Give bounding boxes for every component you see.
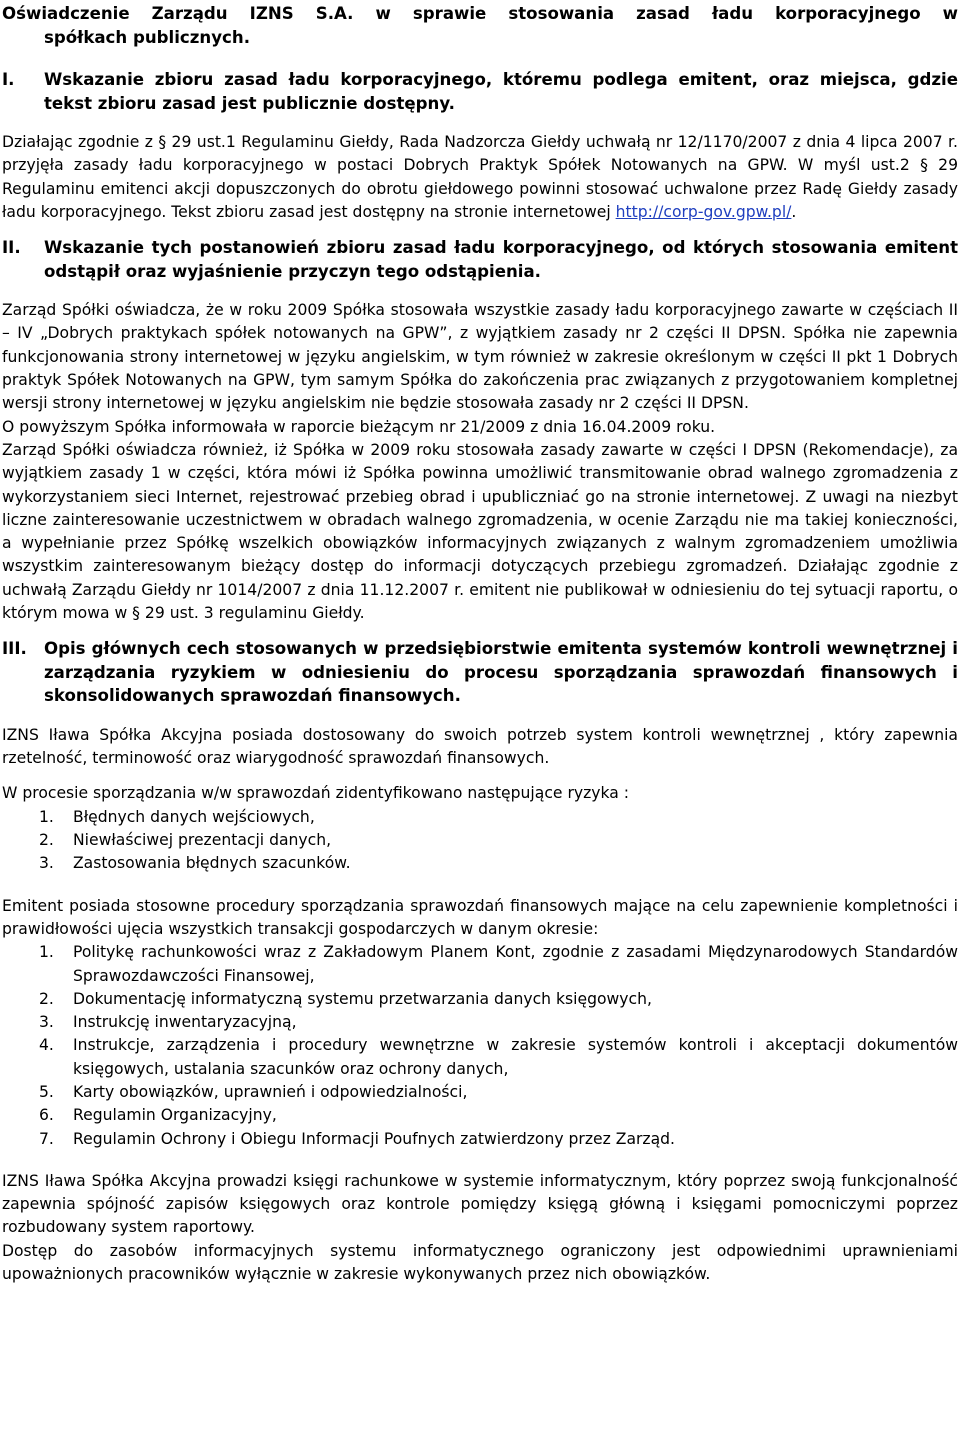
books-paragraph: IZNS Iława Spółka Akcyjna prowadzi księgi rachunkowe w systemie informatycznym, który poprzez swoją funkcjonalność zapewnia spójność zapisów księgowych oraz kontrole pomiędzy księgą główną i księgami pomocniczymi poprzez rozbudowany system raportowy.: [2, 1171, 958, 1237]
list-text: Regulamin Ochrony i Obiegu Informacji Poufnych zatwierdzony przez Zarząd.: [73, 1129, 676, 1148]
list-text: Regulamin Organizacyjny,: [73, 1106, 277, 1125]
list-item: [2, 1081, 958, 1104]
list-number: 1.: [39, 807, 54, 826]
list-number: 6.: [39, 1106, 54, 1125]
section-2-paragraph-1: Zarząd Spółki oświadcza, że w roku 2009 Spółka stosowała wszystkie zasady ładu korporacyjnego zawarte w częściach II – IV „Dobrych praktykach spółek notowanych na GPW”, z wyjątkiem zasady nr 2 części II DPSN. Spółka nie zapewnia funkcjonowania strony internetowej w języku angielskim, w tym również w zakresie określonym w części II pkt 1 Dobrych praktyk Spółek Notowanych na GPW, tym samym Spółka do zakończenia prac związanych z przygotowaniem kompletnej wersji strony internetowej w języku angielskim nie będzie stosowała zasady nr 2 części II DPSN.: [2, 301, 958, 413]
list-number: 5.: [39, 1083, 54, 1101]
list-number: 3.: [39, 854, 54, 873]
list-number: 3.: [39, 1013, 54, 1032]
section-2-paragraph-1-last: O powyższym Spółka informowała w raporcie bieżącym nr 21/2009 z dnia 16.04.2009 roku.: [2, 417, 716, 436]
list-number: 2.: [39, 989, 54, 1008]
section-2-paragraph-2: Zarząd Spółki oświadcza również, iż Spółka w 2009 roku stosowała zasady zawarte w części I DPSN (Rekomendacje), za wyjątkiem zasady 1 w części, która mówi iż Spółka powinna umożliwić transmitowanie obrad walnego zgromadzenia z wykorzystaniem sieci Internet, rejestrować przebieg obrad i upubliczniać go na stronie internetowej. Z uwagi na niezbyt liczne zainteresowanie uczestnictwem w obradach walnego zgromadzenia, w ocenie Zarządu nie ma takiej konieczności, a wypełnianie przez Spółkę wszelkich obowiązków informacyjnych związanych z walnym zgromadzeniem umożliwia wszystkim zainteresowanym bieżący dostęp do informacji dotyczących przebiegu zgromadzeń. Działając zgodnie z uchwałą Zarządu Giełdy nr 1014/2007 z dnia 11.12.2007 r. emitent nie publikował w odniesieniu do tej sytuacji raportu, o którym mowa w § 29 ust. 3 regulaminu Giełdy.: [2, 440, 958, 623]
section-2-heading: [2, 236, 958, 283]
document-title: [2, 2, 958, 49]
list-item: [2, 806, 958, 829]
list-text: Instrukcję inwentaryzacyjną,: [73, 1013, 297, 1032]
section-3-heading: [2, 637, 958, 708]
section-2-number: II.: [2, 238, 21, 258]
procedures-intro: Emitent posiada stosowne procedury sporządzania sprawozdań finansowych mające na celu zapewnienie kompletności i prawidłowości ujęcia wszystkich transakcji gospodarczych w danym okresie:: [2, 896, 958, 938]
list-item: [2, 941, 958, 988]
list-text: Błędnych danych wejściowych,: [73, 807, 315, 826]
section-1-heading-text: Wskazanie zbioru zasad ładu korporacyjnego, któremu podlega emitent, oraz miejsca, gdzie tekst zbioru zasad jest publicznie dostępny.: [44, 70, 958, 113]
list-item: [2, 1011, 958, 1034]
section-1-paragraph: [2, 131, 958, 224]
list-text: Niewłaściwej prezentacji danych,: [73, 831, 332, 850]
list-item: [2, 1128, 958, 1151]
section-3-paragraph-1: IZNS Iława Spółka Akcyjna posiada dostosowany do swoich potrzeb system kontroli wewnętrznej , który zapewnia rzetelność, terminowość oraz wiarygodność sprawozdań finansowych.: [2, 725, 958, 768]
section-2-heading-text: Wskazanie tych postanowień zbioru zasad ładu korporacyjnego, od których stosowania emitent odstąpił oraz wyjaśnienie przyczyn tego odstąpienia.: [44, 238, 958, 281]
list-item: [2, 829, 958, 852]
list-text: Dokumentację informatyczną systemu przetwarzania danych księgowych,: [73, 989, 652, 1008]
list-text: Zastosowania błędnych szacunków.: [73, 854, 351, 873]
list-number: 4.: [39, 1036, 54, 1055]
list-text: Instrukcje, zarządzenia i procedury wewnętrzne w zakresie systemów kontroli i akceptacji dokumentów księgowych, ustalania szacunków oraz ochrony danych,: [73, 1036, 958, 1078]
list-number: 1.: [39, 943, 54, 962]
risk-list: [2, 806, 958, 876]
list-item: [2, 988, 958, 1011]
corp-gov-link[interactable]: http://corp-gov.gpw.pl/: [615, 202, 792, 221]
access-paragraph: Dostęp do zasobów informacyjnych systemu informatycznego ograniczony jest odpowiednimi uprawnieniami upoważnionych pracowników wyłącznie w zakresie wykonywanych przez nich obowiązków.: [2, 1241, 958, 1284]
list-text: Karty obowiązków, uprawnień i odpowiedzialności,: [73, 1083, 468, 1101]
risk-intro: W procesie sporządzania w/w sprawozdań zidentyfikowano następujące ryzyka :: [2, 784, 630, 803]
list-number: 2.: [39, 831, 54, 850]
section-1-heading: [2, 68, 958, 115]
procedures-list: [2, 941, 958, 1151]
title-line-1: Oświadczenie Zarządu IZNS S.A. w sprawie stosowania zasad ładu korporacyjnego w: [2, 4, 958, 23]
section-3-heading-text: Opis głównych cech stosowanych w przedsiębiorstwie emitenta systemów kontroli wewnętrznej i zarządzania ryzykiem w odniesieniu do procesu sporządzania sprawozdań finansowych i skonsolidowanych sprawozdań finansowych.: [44, 639, 958, 706]
section-1-paragraph-text: Działając zgodnie z § 29 ust.1 Regulaminu Giełdy, Rada Nadzorcza Giełdy uchwałą nr 12/1170/2007 z dnia 4 lipca 2007 r. przyjęła zasady ładu korporacyjnego w postaci Dobrych Praktyk Spółek Notowanych na GPW. W myśl ust.2 § 29 Regulaminu emitenci akcji dopuszczonych do obrotu giełdowego powinni stosować uchwalone przez Radę Giełdy zasady ładu korporacyjnego. Tekst zbioru zasad jest dostępny na stronie internetowej: [2, 133, 958, 221]
list-item: [2, 1104, 958, 1127]
title-line-2: spółkach publicznych.: [44, 27, 250, 47]
list-number: 7.: [39, 1129, 54, 1148]
list-text: Politykę rachunkowości wraz z Zakładowym Planem Kont, zgodnie z zasadami Międzynarodowych Standardów Sprawozdawczości Finansowej,: [73, 943, 958, 985]
section-1-number: I.: [2, 70, 15, 89]
list-item: [2, 852, 958, 875]
section-1-paragraph-end: .: [791, 202, 797, 221]
list-item: [2, 1034, 958, 1081]
section-3-number: III.: [2, 639, 27, 659]
